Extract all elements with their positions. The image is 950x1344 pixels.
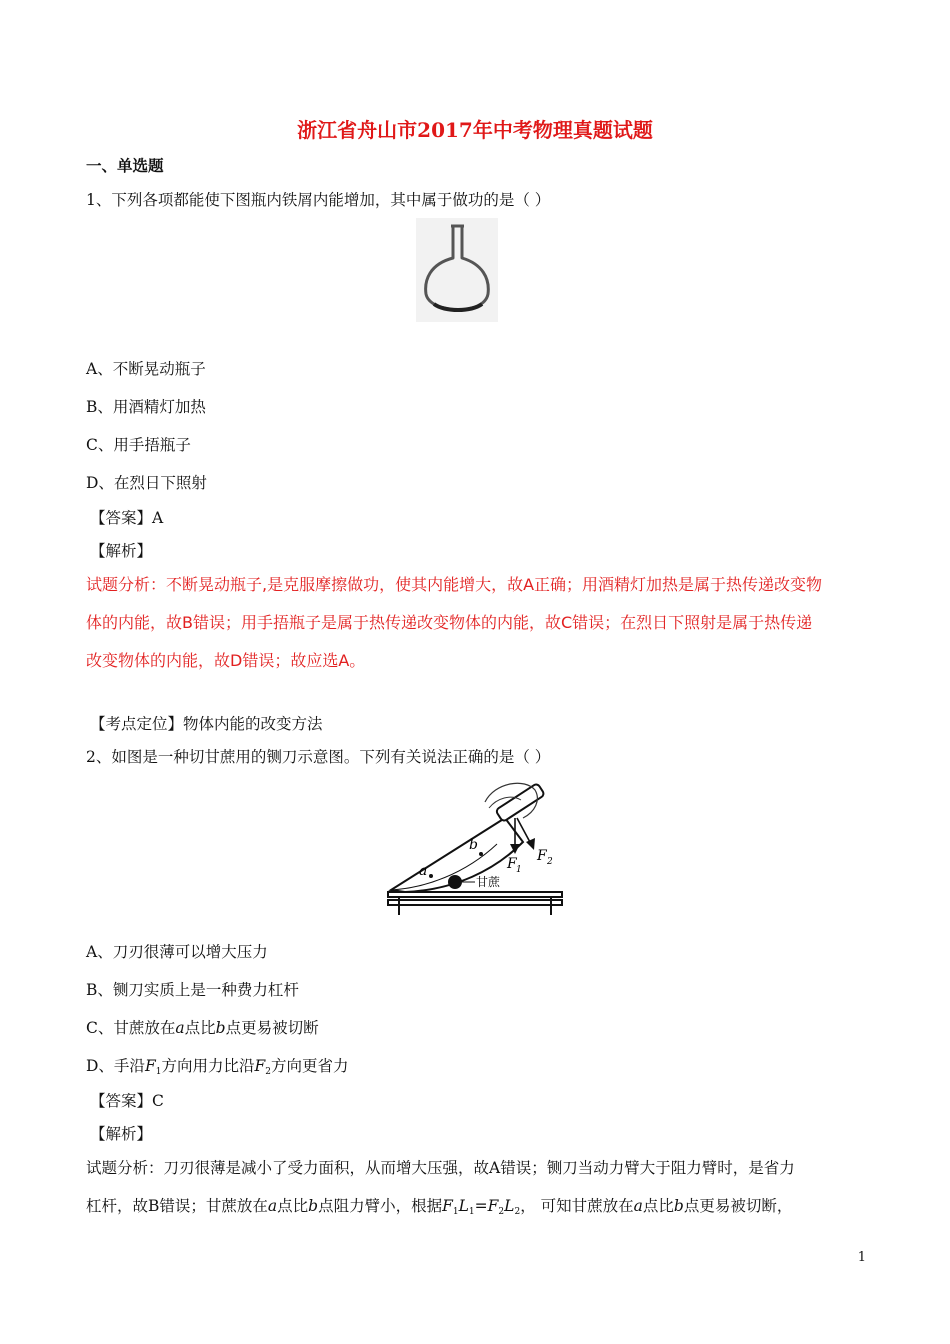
label-a: a (419, 863, 428, 879)
q2-answer: 【答案】C (90, 1092, 164, 1110)
q2-stem: 2、如图是一种切甘蔗用的铡刀示意图。下列有关说法正确的是（ ） (86, 748, 551, 766)
label-f1-sub: 1 (516, 865, 522, 875)
q1-option-d: D、在烈日下照射 (86, 474, 207, 492)
section-heading: 一、单选题 (86, 156, 164, 175)
page-number: 1 (857, 1250, 866, 1265)
q2-analysis-line-2: 杠杆，故B错误；甘蔗放在a点比b点阻力臂小，根据$F_1L_1=F_2L_2$， 可知甘蔗放在a点比b点更易被切断， (86, 1197, 793, 1217)
flask-figure (416, 218, 498, 322)
label-f2: F (537, 848, 547, 864)
q1-analysis-line-2: 体的内能，故B错误；用手捂瓶子是属于热传递改变物体的内能，故C错误；在烈日下照射是属于热传递 (86, 613, 813, 632)
q1-analysis-label: 【解析】 (90, 542, 153, 560)
page-title: 浙江省舟山市2017年中考物理真题试题 (297, 118, 653, 142)
q1-option-c: C、用手捂瓶子 (86, 436, 191, 454)
q1-option-a: A、不断晃动瓶子 (86, 360, 206, 378)
q1-answer: 【答案】A (90, 509, 164, 527)
q2-option-b: B、铡刀实质上是一种费力杠杆 (86, 981, 299, 999)
label-f2-sub: 2 (547, 857, 553, 867)
q1-kaodian: 【考点定位】物体内能的改变方法 (90, 715, 323, 733)
q2-option-c: C、甘蔗放在a点比b点更易被切断 (86, 1019, 319, 1037)
label-sugarcane: 甘蔗 (476, 875, 501, 889)
label-b: b (469, 837, 478, 853)
q2-option-a: A、刀刃很薄可以增大压力 (86, 943, 268, 961)
q1-stem: 1、下列各项都能使下图瓶内铁屑内能增加，其中属于做功的是（ ） (86, 191, 551, 209)
q1-option-b: B、用酒精灯加热 (86, 398, 206, 416)
q1-analysis-line-1: 试题分析：不断晃动瓶子,是克服摩擦做功，使其内能增大，故A正确；用酒精灯加热是属于热传递改变物 (86, 575, 823, 594)
q1-analysis-line-3: 改变物体的内能，故D错误；故应选A。 (86, 651, 366, 670)
label-f1: F (507, 856, 517, 872)
q2-analysis-label: 【解析】 (90, 1125, 153, 1143)
q2-option-d: D、手沿$F_1$方向用力比沿$F_2$方向更省力 (86, 1057, 349, 1077)
guillotine-figure (385, 778, 565, 920)
q2-analysis-line-1: 试题分析：刀刃很薄是减小了受力面积，从而增大压强，故A错误；铡刀当动力臂大于阻力臂时，是省力 (86, 1159, 795, 1177)
